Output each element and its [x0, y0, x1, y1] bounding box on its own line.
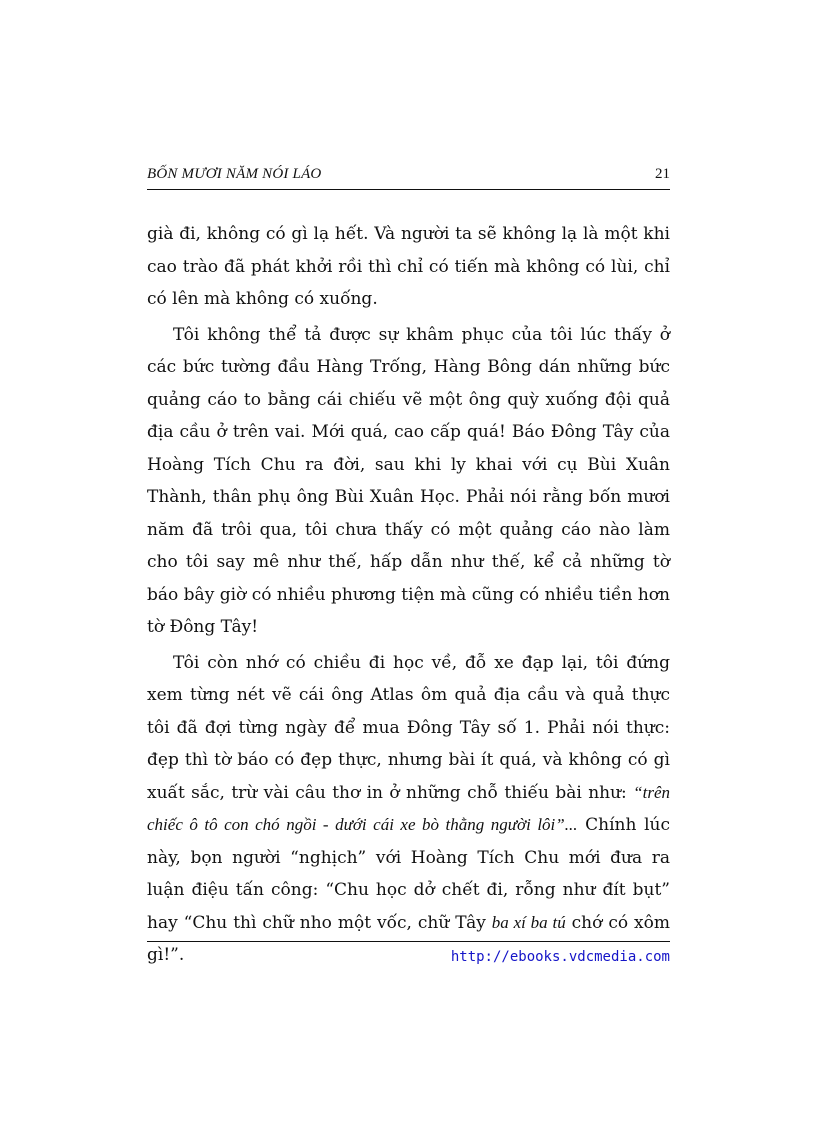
- paragraph-3-text-c: chớ có xôm gì!”.: [147, 912, 670, 965]
- page-number: 21: [655, 166, 670, 182]
- paragraph-2: Tôi không thể tả được sự khâm phục của tôi lúc thấy ở các bức tường đầu Hàng Trống, Hàng Bông dán những bức quảng cáo to bằng cái chiếu vẽ một ông quỳ xuống đội quả địa cầu ở trên vai. Mới quá, cao cấp quá! Báo Đông Tây của Hoàng Tích Chu ra đời, sau khi ly khai với cụ Bùi Xuân Thành, thân phụ ông Bùi Xuân Học. Phải nói rằng bốn mươi năm đã trôi qua, tôi chưa thấy có một quảng cáo nào làm cho tôi say mê như thế, hấp dẫn như thế, kể cả những tờ báo bây giờ có nhiều phương tiện mà cũng có nhiều tiền hơn tờ Đông Tây!: [147, 324, 670, 637]
- body-text: [147, 218, 670, 972]
- source-link[interactable]: http://ebooks.vdcmedia.com: [450, 949, 670, 965]
- paragraph-3: [147, 647, 670, 972]
- paragraph-3-text-b: Chính lúc này, bọn người “nghịch” với Hoàng Tích Chu mới đưa ra luận điệu tấn công: “Chu học dở chết đi, rỗng như đít bụt” hay “Chu thì chữ nho một vốc, chữ Tây: [147, 815, 670, 933]
- running-title: BỐN MƯƠI NĂM NÓI LÁO: [147, 166, 322, 182]
- footer-rule: [147, 941, 670, 942]
- page-header: [147, 163, 670, 189]
- poem-quote: “trên chiếc ô tô con chó ngồi - dưới cái xe bò thằng người lôi”...: [147, 782, 670, 834]
- header-rule: [147, 189, 670, 190]
- foreign-phrase: ba xí ba tú: [491, 912, 566, 932]
- paragraph-1: già đi, không có gì lạ hết. Và người ta sẽ không lạ là một khi cao trào đã phát khởi rồi thì chỉ có tiến mà không có lùi, chỉ có lên mà không có xuống.: [147, 224, 670, 309]
- paragraph-3-text-a: Tôi còn nhớ có chiều đi học về, đỗ xe đạp lại, tôi đứng xem từng nét vẽ cái ông Atlas ôm quả địa cầu và quả thực tôi đã đợi từng ngày để mua Đông Tây số 1. Phải nói thực: đẹp thì tờ báo có đẹp thực, nhưng bài ít quá, và không có gì xuất sắc, trừ vài câu thơ in ở những chỗ thiếu bài như:: [147, 652, 670, 803]
